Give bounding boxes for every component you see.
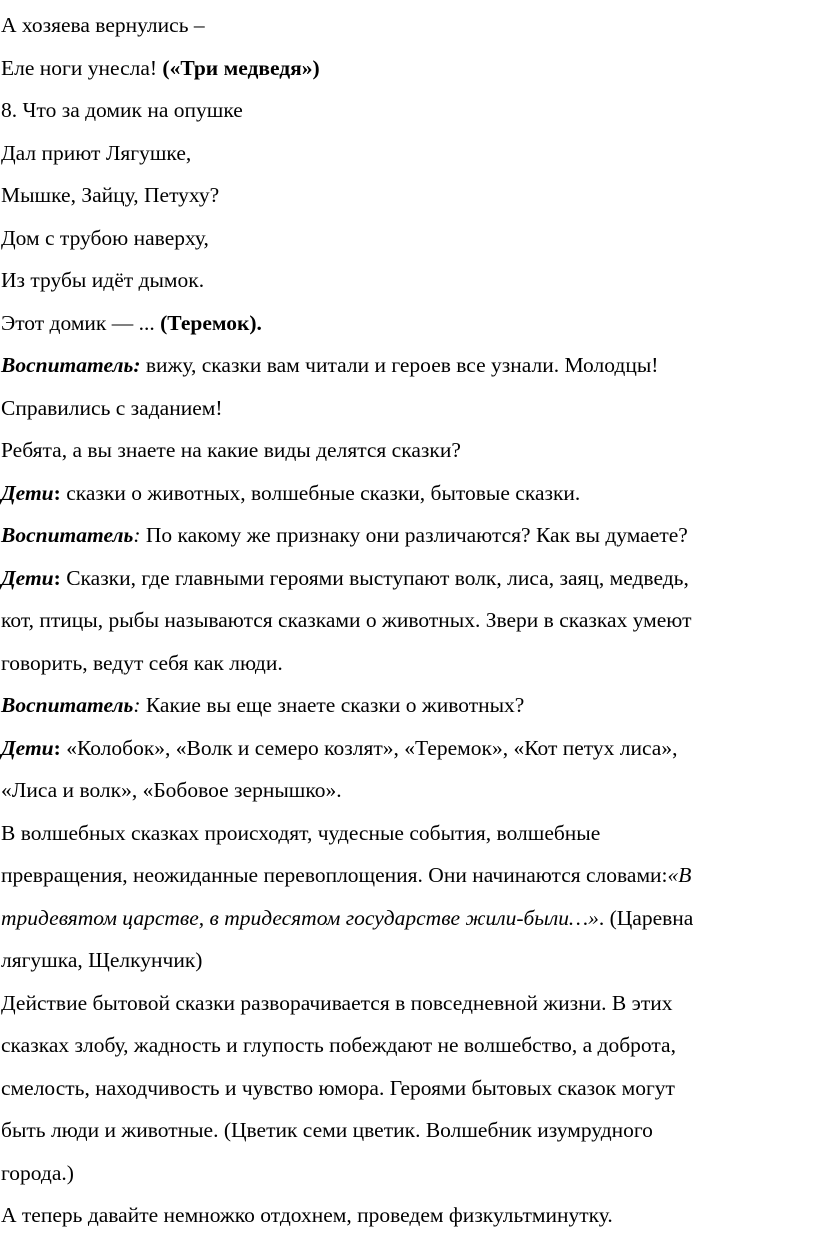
text-line: Дом с трубою наверху, bbox=[1, 225, 209, 250]
text-line: говорить, ведут себя как люди. bbox=[1, 650, 283, 675]
tale-answer: (Теремок). bbox=[160, 310, 262, 335]
text-line: Дети: «Колобок», «Волк и семеро козлят», «Теремок», «Кот петух лиса», bbox=[1, 735, 678, 760]
text-line: кот, птицы, рыбы называются сказками о животных. Звери в сказках умеют bbox=[1, 608, 692, 632]
text-line: Из трубы идёт дымок. bbox=[1, 268, 205, 292]
speaker-label: Воспитатель bbox=[1, 523, 134, 547]
speaker-label: Дети bbox=[1, 735, 54, 760]
text-line: превращения, неожиданные перевоплощения. Они начинаются словами:«В bbox=[1, 863, 692, 887]
speaker-label: Воспитатель: bbox=[1, 353, 141, 377]
text-line: Воспитатель: По какому же признаку они различаются? Как вы думаете? bbox=[1, 523, 688, 547]
quote-text: тридевятом царстве, в тридесятом государстве жили-были…» bbox=[1, 905, 599, 930]
text-line: лягушка, Щелкунчик) bbox=[1, 948, 203, 972]
text-line: 8. Что за домик на опушке bbox=[1, 98, 243, 122]
document-page bbox=[1, 0, 813, 1237]
text-line: города.) bbox=[1, 1160, 74, 1185]
text-line: Этот домик — ... (Теремок). bbox=[1, 310, 262, 335]
text-line: Дети: сказки о животных, волшебные сказки, бытовые сказки. bbox=[1, 480, 581, 505]
text-line: смелость, находчивость и чувство юмора. Героями бытовых сказок могут bbox=[1, 1075, 675, 1100]
text-line: сказках злобу, жадность и глупость побеждают не волшебство, а доброта, bbox=[1, 1033, 676, 1057]
text-line: Мышке, Зайцу, Петуху? bbox=[1, 183, 220, 207]
text-line: А хозяева вернулись – bbox=[1, 13, 205, 37]
quote-text: «В bbox=[667, 863, 692, 887]
text-line: Справились с заданием! bbox=[1, 395, 223, 420]
text-line: быть люди и животные. (Цветик семи цветик. Волшебник изумрудного bbox=[1, 1118, 653, 1142]
text-line: В волшебных сказках происходят, чудесные события, волшебные bbox=[1, 820, 601, 845]
text-line: Ребята, а вы знаете на какие виды делятся сказки? bbox=[1, 438, 461, 462]
text-line: А теперь давайте немножко отдохнем, проведем физкультминутку. bbox=[1, 1203, 613, 1227]
text-line: тридевятом царстве, в тридесятом государстве жили-были…». (Царевна bbox=[1, 905, 694, 930]
text-line: Дети: Сказки, где главными героями выступают волк, лиса, заяц, медведь, bbox=[1, 565, 689, 590]
speaker-label: Дети bbox=[1, 565, 54, 590]
speaker-label: Воспитатель bbox=[1, 693, 134, 717]
text-line: «Лиса и волк», «Бобовое зернышко». bbox=[1, 778, 342, 802]
text-line: Еле ноги унесла! («Три медведя») bbox=[1, 55, 320, 80]
text-line: Действие бытовой сказки разворачивается в повседневной жизни. В этих bbox=[1, 990, 673, 1015]
speaker-label: Дети bbox=[1, 480, 54, 505]
text-line: Воспитатель: вижу, сказки вам читали и героев все узнали. Молодцы! bbox=[1, 353, 659, 377]
tale-answer: («Три медведя») bbox=[162, 55, 320, 80]
text-line: Дал приют Лягушке, bbox=[1, 140, 192, 165]
text-line: Воспитатель: Какие вы еще знаете сказки о животных? bbox=[1, 693, 525, 717]
